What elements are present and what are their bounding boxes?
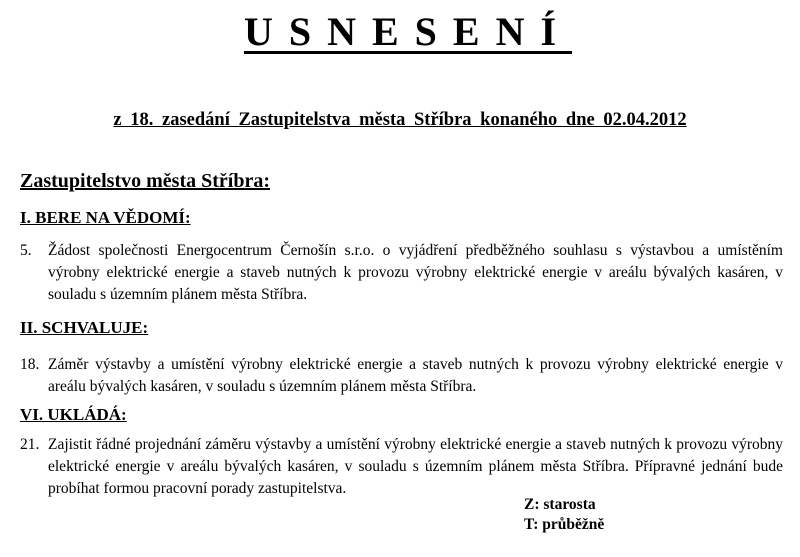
item-number: 21. (20, 436, 40, 453)
item-number: 5. (20, 242, 32, 259)
item-text: Žádost společnosti Energocentrum Černošín s.r.o. o vyjádření předběžného souhlasu s výstavbou a umístěním výrobny elektrické energie a staveb nutných k provozu výrobny elektrické energie v areálu bývalých kasáren, v souladu s územním plánem města Stříbra. (48, 242, 783, 303)
council-heading: Zastupitelstvo města Stříbra: (20, 170, 270, 192)
document-subtitle: z 18. zasedání Zastupitelstva města Stříbra konaného dne 02.04.2012 (113, 110, 687, 130)
section-heading-bere-na-vedomi: I. BERE NA VĚDOMÍ: (20, 208, 191, 227)
item-number: 18. (20, 356, 40, 373)
section-heading-schvaluje: II. SCHVALUJE: (20, 318, 149, 337)
deadline: T: průběžně (524, 516, 605, 533)
document-title: USNESENÍ (243, 9, 573, 54)
item-text: Zajistit řádné projednání záměru výstavby a umístění výrobny elektrické energie a staveb nutných k provozu výrobny elektrické energie v areálu bývalých kasáren, v souladu s územním plánem města Stříbra. Přípravné jednání bude probíhat formou pracovní porady zastupitelstva. (48, 436, 783, 497)
section-heading-uklada: VI. UKLÁDÁ: (20, 405, 127, 424)
resolution-item (20, 434, 783, 500)
resolution-item (20, 240, 783, 306)
item-text: Záměr výstavby a umístění výrobny elektrické energie a staveb nutných k provozu výrobny elektrické energie v areálu bývalých kasáren, v souladu s územním plánem města Stříbra. (48, 356, 783, 395)
resolution-item (20, 354, 783, 398)
responsible-person: Z: starosta (524, 496, 596, 513)
